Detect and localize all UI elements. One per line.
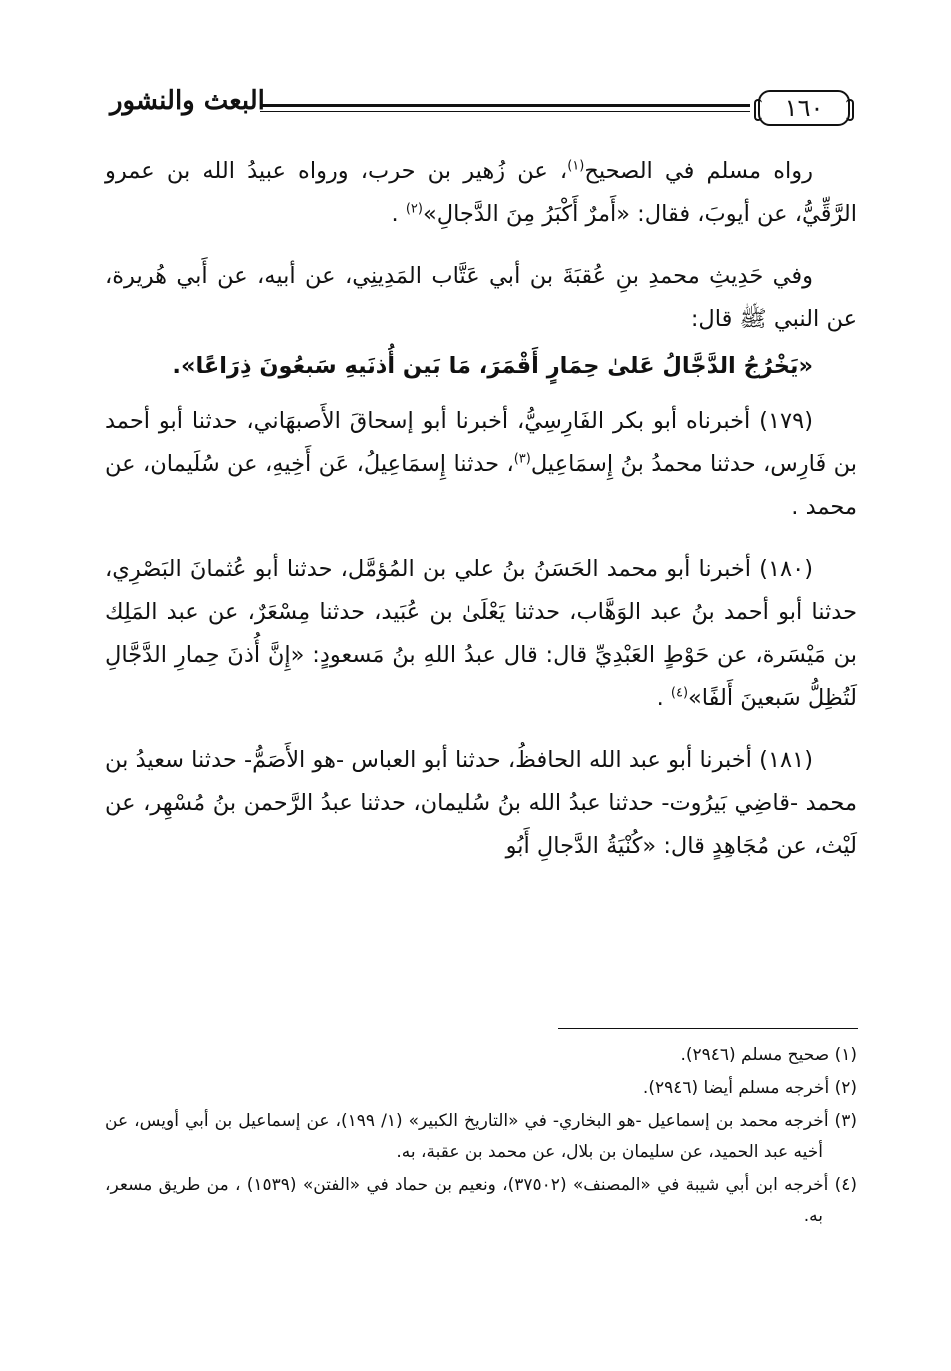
footnote-3: (٣) أخرجه محمد بن إسماعيل -هو البخاري- في «التاريخ الكبير» (١/ ١٩٩)، عن إسماعيل بن أبي أويس، عن أخيه عبد الحميد، عن سليمان بن بلال، عن محمد بن عقبة، به. — [105, 1111, 857, 1162]
footnotes — [105, 1040, 857, 1234]
footnote-4: (٤) أخرجه ابن أبي شيبة في «المصنف» (٣٧٥٠٢)، ونعيم بن حماد في «الفتن» (١٥٣٩) ، من طريق مسعر، به. — [105, 1175, 857, 1226]
footnote-mark-2: (٢) — [405, 201, 423, 217]
paragraph-text: (١٨١) أخبرنا أبو عبد الله الحافظُ، حدثنا أبو العباس -هو الأَصَمُّ- حدثنا سعيدُ بن محمد -قاضِي بَيرُوت- حدثنا عبدُ الله بنُ سُليمان، حدثنا عبدُ الرَّحمن بنُ مُسْهِر، عن لَيْث، عن مُجَاهِدٍ قال: «كُنْيَةُ الدَّجالِ أَبُو — [105, 747, 857, 859]
page-header — [110, 84, 850, 130]
footnote-mark-1: (١) — [567, 158, 585, 174]
paragraph-181 — [105, 739, 857, 868]
footnote-1: (١) صحيح مسلم (٢٩٤٦). — [680, 1045, 857, 1065]
page-number: ١٦٠ — [758, 90, 850, 126]
paragraph-muslim: رواه مسلم في الصحيح$^{(١)}$، عن زُهير بن حرب، ورواه عبيدُ الله بن عمرو الرَّقِّيُّ، عن أيوبَ، فقال: «أَمرٌ أَكْبَرُ مِنَ الدَّجالِ»$^{(٢)}$ . — [105, 158, 857, 227]
footnote-mark-4: (٤) — [670, 685, 689, 701]
header-rule — [260, 104, 750, 107]
paragraph-text: رواه مسلم في الصحيح — [584, 158, 813, 184]
paragraph-179 — [105, 400, 857, 529]
body-text — [105, 150, 857, 887]
paragraph-text: (١٧٩) أخبرناه أبو بكر الفَارِسِيُّ، أخبرنا أبو إسحاقَ الأَصبهَاني، حدثنا أبو أحمد بن فَارِس، حدثنا محمدُ بنُ إِسمَاعِيل — [105, 408, 857, 477]
book-title: البعث والنشور — [110, 86, 265, 116]
paragraph-text: ، عن زُهير بن حرب، ورواه عبيدُ الله بن عمرو الرَّقِّيُّ، عن أيوبَ، فقال: «أَمرٌ أَكْبَرُ مِنَ الدَّجالِ» — [105, 158, 857, 227]
paragraph-hadith-intro — [105, 255, 857, 341]
paragraph-text: (١٨٠) أخبرنا أبو محمد الحَسَنُ بنُ علي بن المُؤمَّل، حدثنا أبو عُثمانَ البَصْرِي، حدثنا أبو أحمد بنُ عبد الوَهَّاب، حدثنا يَعْلَىٰ بن عُبَيد، حدثنا مِسْعَرٌ، عن عبد المَلِك بن مَيْسَرة، عن حَوْطٍ العَبْدِيِّ قال: قال عبدُ اللهِ بنُ مَسعودٍ: «إِنَّ أُذنَ حِمارِ الدَّجَّالِ لَتُظِلُّ سَبعينَ أَلفًا» — [105, 556, 857, 711]
paragraph-180: (١٨٠) أخبرنا أبو محمد الحَسَنُ بنُ علي بن المُؤمَّل، حدثنا أبو عُثمانَ البَصْرِي، حدثنا أبو أحمد بنُ عبد الوَهَّاب، حدثنا يَعْلَىٰ بن عُبَيد، حدثنا مِسْعَرٌ، عن عبد المَلِك بن مَيْسَرة، عن حَوْطٍ العَبْدِيِّ قال: قال عبدُ اللهِ بنُ مَسعودٍ: «إِنَّ أُذنَ حِمارِ الدَّجَّالِ لَتُظِلُّ سَبعينَ أَلفًا»$^{(٤)}$ . — [105, 556, 857, 711]
hadith-text: «يَخْرُجُ الدَّجَّالُ عَلىٰ حِمَارٍ أَقْمَرَ، مَا بَين أُذنَيهِ سَبعُونَ ذِرَاعًا». — [172, 353, 813, 379]
paragraph-text: وفي حَدِيثِ محمدِ بنِ عُقبَةَ بن أبي عَتَّاب المَدِينِي، عن أبيه، عن أَبي هُريرة، عن النبي ﷺ قال: — [105, 263, 857, 332]
footnote-2: (٢) أخرجه مسلم أيضا (٢٩٤٦). — [642, 1078, 857, 1098]
footnote-mark-3: (٣) — [513, 451, 531, 467]
footnote-divider — [558, 1028, 858, 1029]
paragraph-text: ، حدثنا إِسمَاعِيلُ، عَن أَخِيهِ، عن سُلَيمان، عن محمد . — [105, 451, 857, 520]
